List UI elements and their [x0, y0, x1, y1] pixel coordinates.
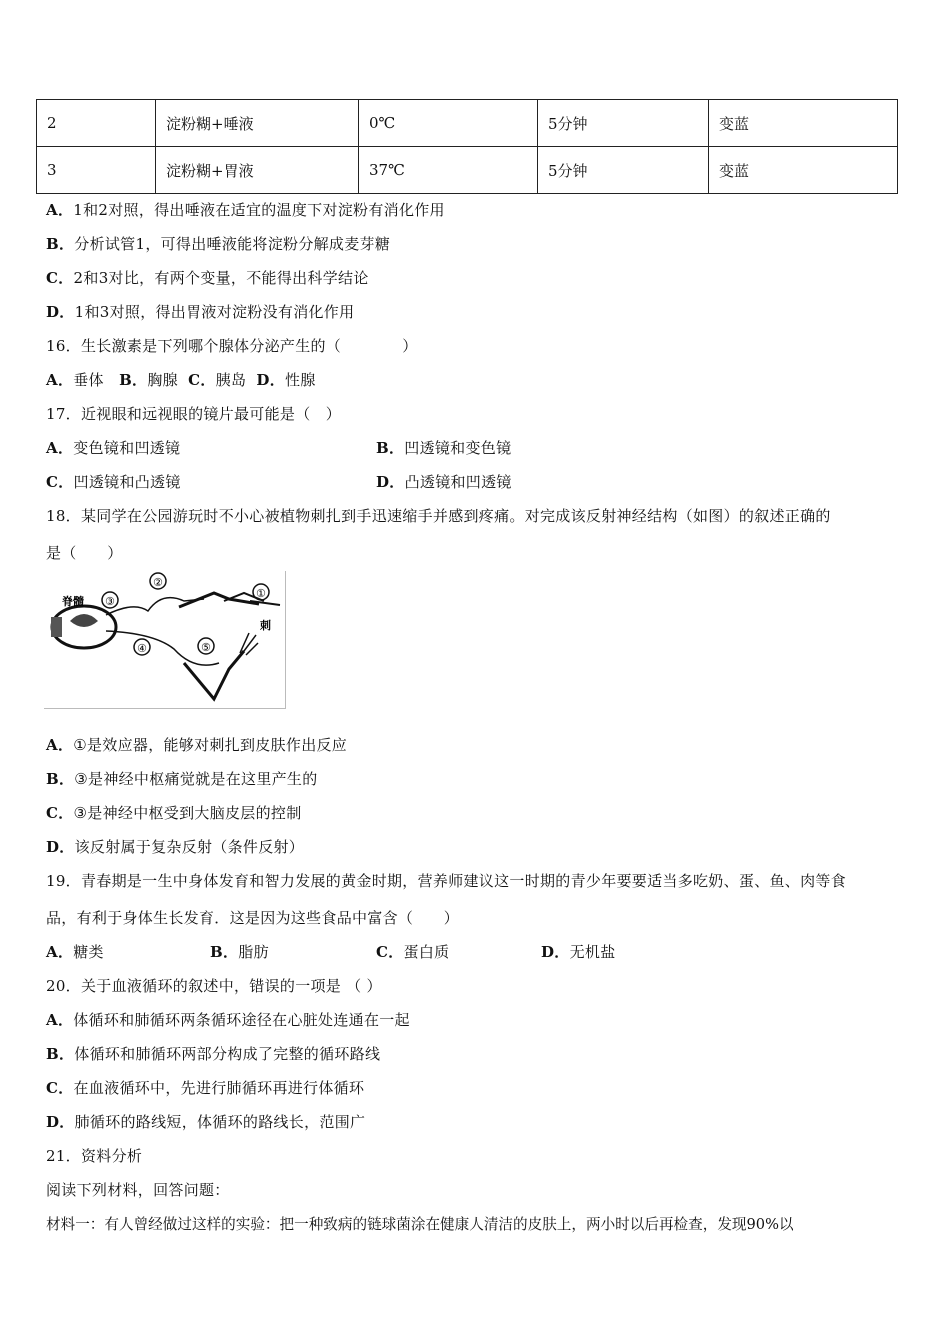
q15-option-a: [46, 199, 445, 220]
option-letter: A．: [46, 943, 74, 961]
option-letter: C．: [376, 943, 404, 961]
q19-option-b: [210, 941, 269, 962]
option-text: 垂体: [73, 371, 104, 389]
q21-stem: 21．资料分析: [46, 1147, 143, 1165]
table-cell: 37℃: [359, 147, 538, 194]
option-letter: D．: [256, 371, 286, 389]
q16-stem: 16．生长激素是下列哪个腺体分泌产生的（ ）: [46, 337, 418, 355]
q20-stem: 20．关于血液循环的叙述中，错误的一项是 （ ）: [46, 977, 382, 995]
option-letter: D．: [46, 838, 75, 856]
q17-option-a: [46, 437, 180, 458]
q17-option-b: [376, 437, 511, 458]
q18-option-d: [46, 836, 304, 857]
label-5: ⑤: [201, 641, 211, 654]
thorn-label: 刺: [260, 619, 271, 632]
option-letter: B．: [46, 770, 75, 788]
option-letter: B．: [46, 1045, 75, 1063]
q20-option-b: [46, 1043, 380, 1064]
option-text: 凹透镜和凸透镜: [73, 473, 181, 491]
q20-option-c: [46, 1077, 364, 1098]
q18-option-a: [46, 734, 347, 755]
table-row: [37, 100, 898, 147]
option-letter: D．: [46, 303, 75, 321]
label-3: ③: [105, 595, 115, 608]
q16-options: [46, 369, 316, 390]
table-cell: 5分钟: [538, 147, 709, 194]
q18-stem-line2: 是（ ）: [46, 544, 123, 562]
option-letter: C．: [46, 804, 74, 822]
q20-option-a: [46, 1009, 410, 1030]
table-cell: 淀粉糊+胃液: [156, 147, 359, 194]
q18-option-c: [46, 802, 302, 823]
table-cell: 2: [37, 100, 156, 147]
option-letter: C．: [46, 269, 74, 287]
option-text: 胸腺: [147, 371, 178, 389]
option-text: 凹透镜和变色镜: [404, 439, 512, 457]
q15-option-d: [46, 301, 354, 322]
table-row: [37, 147, 898, 194]
gray-matter-shape: [70, 614, 98, 627]
option-letter: A．: [46, 439, 74, 457]
option-text: 无机盐: [569, 943, 616, 961]
q18-option-b: [46, 768, 318, 789]
q15-option-b: [46, 233, 390, 254]
table-cell: 淀粉糊+唾液: [156, 100, 359, 147]
option-letter: D．: [541, 943, 570, 961]
option-letter: B．: [210, 943, 239, 961]
option-text: ③是神经中枢痛觉就是在这里产生的: [74, 770, 318, 788]
option-text: 该反射属于复杂反射（条件反射）: [74, 838, 305, 856]
option-letter: D．: [46, 1113, 75, 1131]
q19-option-c: [376, 941, 449, 962]
option-text: 肺循环的路线短，体循环的路线长，范围广: [74, 1113, 366, 1131]
option-letter: A．: [46, 1011, 74, 1029]
option-text: 分析试管1，可得出唾液能将淀粉分解成麦芽糖: [74, 235, 391, 253]
q19-option-d: [541, 941, 616, 962]
option-letter: B．: [119, 371, 148, 389]
q21-intro: 阅读下列材料，回答问题：: [46, 1181, 230, 1199]
experiment-table: [36, 99, 898, 194]
option-letter: B．: [376, 439, 405, 457]
option-text: 2和3对比，有两个变量，不能得出科学结论: [73, 269, 369, 287]
q19-stem-line2: 品，有利于身体生长发育．这是因为这些食品中富含（ ）: [46, 909, 460, 927]
q17-option-c: [46, 471, 181, 492]
label-2: ②: [153, 576, 163, 589]
table-cell: 变蓝: [709, 100, 898, 147]
option-text: 体循环和肺循环两条循环途径在心脏处连通在一起: [73, 1011, 410, 1029]
option-text: 1和2对照，得出唾液在适宜的温度下对淀粉有消化作用: [73, 201, 445, 219]
option-letter: D．: [376, 473, 405, 491]
option-text: 体循环和肺循环两部分构成了完整的循环路线: [74, 1045, 381, 1063]
option-text: ③是神经中枢受到大脑皮层的控制: [73, 804, 302, 822]
option-letter: C．: [46, 473, 74, 491]
reflex-arc-figure: [44, 571, 286, 709]
q15-option-c: [46, 267, 369, 288]
sensory-nerve-line: [106, 598, 204, 615]
option-letter: C．: [46, 1079, 74, 1097]
option-text: 变色镜和凹透镜: [73, 439, 181, 457]
option-text: 性腺: [285, 371, 316, 389]
option-letter: B．: [46, 235, 75, 253]
q20-option-d: [46, 1111, 365, 1132]
q19-stem-line1: 19．青春期是一生中身体发育和智力发展的黄金时期，营养师建议这一时期的青少年要要适当多吃奶、蛋、鱼、肉等食: [46, 872, 846, 890]
label-4: ④: [137, 642, 147, 655]
option-letter: C．: [188, 371, 216, 389]
option-letter: A．: [46, 736, 74, 754]
reflex-arc-diagram: [44, 571, 285, 708]
lower-arm-shape: [184, 651, 244, 699]
table-cell: 变蓝: [709, 147, 898, 194]
q19-option-a: [46, 941, 104, 962]
q17-option-d: [376, 471, 512, 492]
option-text: 糖类: [73, 943, 104, 961]
spine-label: 脊髓: [62, 595, 84, 608]
option-text: 在血液循环中，先进行肺循环再进行体循环: [73, 1079, 365, 1097]
ganglion-shape: [51, 617, 62, 637]
table-cell: 5分钟: [538, 100, 709, 147]
option-text: 脂肪: [238, 943, 269, 961]
table-cell: 0℃: [359, 100, 538, 147]
q17-stem: 17．近视眼和远视眼的镜片最可能是（ ）: [46, 405, 342, 423]
q21-material-1: 材料一：有人曾经做过这样的实验：把一种致病的链球菌涂在健康人清洁的皮肤上，两小时以后再检查，发现90%以: [46, 1216, 794, 1233]
option-text: ①是效应器，能够对刺扎到皮肤作出反应: [73, 736, 348, 754]
option-text: 凸透镜和凹透镜: [404, 473, 512, 491]
option-letter: A．: [46, 371, 74, 389]
label-1: ①: [256, 587, 266, 600]
option-text: 1和3对照，得出胃液对淀粉没有消化作用: [74, 303, 355, 321]
table-cell: 3: [37, 147, 156, 194]
option-text: 蛋白质: [403, 943, 450, 961]
option-text: 胰岛: [215, 371, 247, 389]
option-letter: A．: [46, 201, 74, 219]
q18-stem-line1: 18．某同学在公园游玩时不小心被植物刺扎到手迅速缩手并感到疼痛。对完成该反射神经结构（如图）的叙述正确的: [46, 507, 831, 525]
